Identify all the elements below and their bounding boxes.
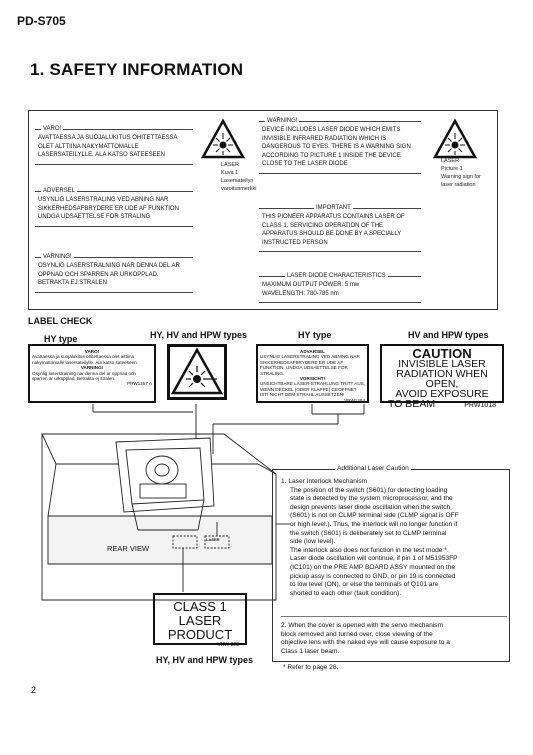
cover-line: objective lens with the naked eye will cause exposure to a: [281, 639, 450, 647]
class1-line1: CLASS 1: [173, 599, 227, 614]
laser-warning-icon: [201, 119, 245, 159]
varning-heading: VARNING!: [43, 254, 72, 260]
advarsel-text: USYNLIG LASERSTRALING VED ABNING NAR SIKKERHEDSAFBRYDERE ER UDE AF FUNKTION UNDGA UDSAETTELSE FOR STRALING: [38, 197, 179, 221]
interlock-line: side (low level).: [290, 538, 336, 546]
additional-laser-caution: [272, 465, 510, 662]
caution-sticker-code: PRW1018: [464, 402, 496, 409]
caution-line5: TO BEAM: [388, 398, 436, 410]
diode-line1: MAXIMUM OUTPUT POWER: 5 mw: [262, 282, 360, 288]
important-notice: [259, 205, 421, 252]
warning-text: DEVICE INCLUDES LASER DIODE WHICH EMITS INVISIBLE INFRARED RADIATION WHICH IS DANGEROUS TO EYES. THERE IS A WARNING SIGN ACCORDING TO PICTURE 1 INSIDE THE DEVICE CLOSE TO THE LASER DIODE: [262, 127, 411, 168]
caption-left-line2: Kuva 1: [221, 170, 239, 176]
interlock-line: shorted to each other (fault condition).: [290, 589, 402, 597]
refer-note: * Refer to page 26.: [283, 664, 339, 671]
interlock-heading: 1. Laser Interlock Mechanism: [281, 478, 368, 485]
hy-type-label: HY type: [44, 334, 78, 344]
laser-warning-icon: [170, 347, 224, 397]
class1-line2: LASER PRODUCT: [167, 613, 233, 642]
caption-left-line1: LASER: [221, 162, 240, 168]
interlock-line: state is detected by the system microprocessor, and the: [290, 495, 453, 503]
laser-tag-label: LASER: [206, 537, 220, 542]
class1-sticker: [153, 593, 247, 648]
varning-sticker-heading: VARNING!: [80, 365, 104, 371]
page-title: 1. SAFETY INFORMATION: [30, 60, 244, 79]
caution-heading: CAUTION: [412, 346, 472, 361]
caution-line4: AVOID EXPOSURE: [395, 388, 489, 400]
caution-sticker: [380, 344, 504, 410]
caption-right-line4: laser radiation: [441, 182, 476, 188]
warning-heading: WARNING!: [267, 118, 298, 124]
caption-right-line2: Picture 1: [441, 166, 463, 172]
advarsel-warning: [35, 188, 193, 227]
interlock-line: (IC101) on the PRE AMP BOARD ASSY mounted on the: [290, 563, 456, 571]
interlock-item: [281, 478, 507, 598]
varning-sticker-text: Osynlig laserstralning nar denna del ar oppnad och sparren ar urkopplad. Betrakta ej stralen.: [32, 370, 136, 382]
important-text: THIS PIONEER APPARATUS CONTAINS LASER OF CLASS 1. SERVICING OPERATION OF THE APPARATUS SHOULD BE DONE BY A SPECIALLY INSTRUCTED PERSON: [262, 214, 405, 246]
hy-hv-hpw-label: HY, HV and HPW types: [150, 330, 248, 340]
diode-line2: WAVELENGTH: 780-785 nm: [262, 290, 339, 297]
varo-sticker-text: Avattaessa ja suojalukitus ohitettaessa olet alttiina nakymattomalle lasersateilylle. Ala katso sateeseen.: [32, 354, 138, 365]
vorsicht-sticker-text: UNSICHTBARE LASER-STRAHLUNG TRITT AUS, WENN DECKEL (ODER KLAPPE) GEOFFNET IST! NICHT DEM STRAHL AUSSETZEN!: [260, 381, 365, 398]
varning-warning: [35, 254, 193, 293]
interlock-line: (S601) is not on CLMP terminal side (CLMP signal is OFF: [290, 512, 459, 520]
laser-warning-icon: [433, 119, 477, 159]
interlock-line: or high level.). Thus, the interlock will no longer function if: [290, 520, 458, 528]
page-number: 2: [31, 685, 37, 695]
caption-right-line1: LASER: [441, 158, 460, 164]
warning-english: [259, 118, 421, 174]
interlock-line: The interlock also does not function in the test mode *.: [290, 546, 449, 554]
hy-hv-hpw-label-2: HY, HV and HPW types: [156, 655, 254, 665]
interlock-line: to low level (ON), or else the terminals of Q101 are: [290, 581, 439, 589]
varo-warning: [35, 126, 193, 165]
caption-left-line4: varoitusmerkki: [221, 186, 257, 192]
advarsel-sticker-code: VRW1284: [344, 397, 365, 403]
laser-caption-right: [441, 157, 481, 189]
vorsicht-sticker-heading: VORSICHT!: [299, 376, 326, 382]
diode-heading: LASER DIODE CHARACTERISTICS: [287, 273, 386, 279]
varo-sticker-code: PRW1257 A: [127, 381, 152, 387]
interlock-line: Laser diode oscillation will continue, if pin 1 of M51953FP: [290, 555, 458, 563]
cover-line: Class 1 laser beam.: [281, 647, 340, 655]
safety-warnings-panel: [28, 110, 498, 310]
interlock-line: The position of the switch (S601) for detecting loading: [290, 486, 448, 494]
label-check-heading: LABEL CHECK: [28, 316, 93, 326]
caption-left-line3: Lasersateilyn: [221, 178, 254, 184]
caption-right-line3: Warning sign for: [441, 174, 481, 180]
interlock-text: [281, 487, 507, 599]
cover-line: block removed and turned over, close viewing of the: [281, 630, 433, 638]
advarsel-heading: ADVERSEL: [43, 188, 76, 194]
laser-caption-left: [221, 161, 256, 193]
cover-item: [281, 616, 507, 656]
advarsel-sticker-text: USYNLIG LASERSTRALING VED ABNING NAR SIKKERHEDSAFBRYDERE ER UDE AF FUNKTION. UNDGA UDSAETTELSE FOR STRALING.: [260, 354, 360, 376]
varning-text: OSYNLIG LASERSTRALNING NAR DENNA DEL AR OPPNAD OCH SPARREN AR URKOPPLAD. BETRAKTA EJ STRALEN: [38, 263, 180, 287]
interlock-line: pickup assy is connected to GND, or pin 19 is connected: [290, 572, 456, 580]
class1-code: VRW-328: [217, 642, 239, 648]
advarsel-sticker: [256, 344, 369, 403]
model-number: PD-S705: [17, 14, 66, 28]
rear-view-label: REAR VIEW: [107, 544, 150, 553]
important-heading: IMPORTANT: [316, 205, 351, 211]
laser-diode-characteristics: [259, 273, 421, 303]
hv-hpw-label: HV and HPW types: [408, 330, 489, 340]
additional-caution-title: Additional Laser Caution: [337, 465, 409, 472]
varo-sticker-heading: VARO!: [84, 349, 100, 354]
varo-sticker: [28, 344, 156, 403]
varo-text: AVATTAESSA JA SUOJALUKITUS OHITETTAESSA OLET ALTTIINA NAKYMATTOMALLE LASERSATEILYLLE. ALA KATSO SATEESEEN: [38, 135, 178, 159]
laser-symbol-sticker: [167, 344, 227, 400]
hy-type-label-2: HY type: [298, 330, 332, 340]
interlock-line: the switch (S601) is deliberately set to CLMP terminal: [290, 529, 447, 537]
varo-heading: VARO!: [43, 126, 62, 132]
caution-line2: INVISIBLE LASER: [398, 358, 486, 370]
advarsel-sticker-heading: ADVARSEL: [300, 349, 325, 354]
cover-line: 2. When the cover is opened with the servo mechanism: [281, 622, 443, 629]
interlock-line: design prevents laser diode oscillation when the switch: [290, 503, 451, 511]
caution-line3: RADIATION WHEN OPEN,: [396, 368, 488, 390]
